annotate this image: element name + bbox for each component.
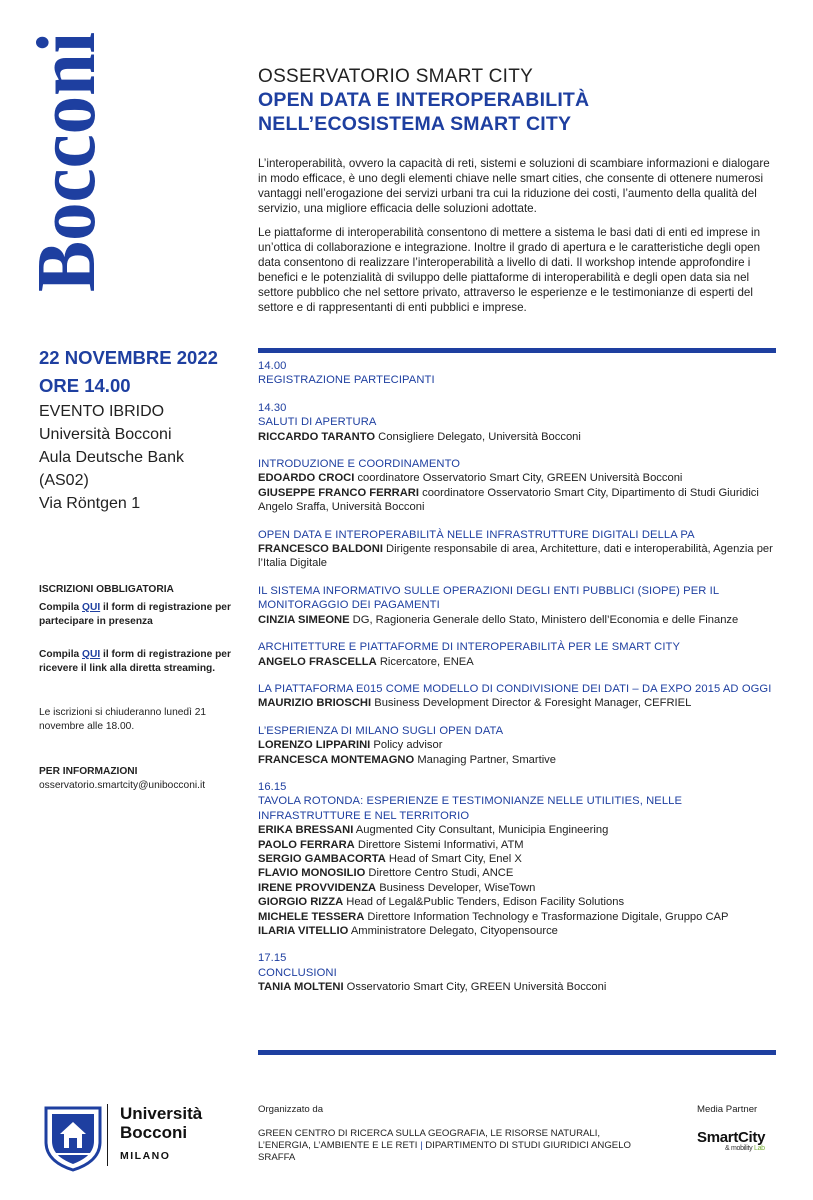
organizers-list: GREEN CENTRO DI RICERCA SULLA GEOGRAFIA, LE RISORSE NATURALI, L’ENERGIA, L’AMBIENTE E LE RETI | DIPARTIMENTO DI STUDI GIURIDICI ANGELO SRAFFA (258, 1128, 632, 1163)
programme-block (258, 401, 778, 444)
speaker: EDOARDO CROCI coordinatore Osservatorio Smart City, GREEN Università Bocconi (258, 472, 683, 485)
bocconi-vertical-logo (20, 7, 113, 295)
session-time: 14.30 (258, 401, 287, 414)
register-in-person-link[interactable]: QUI (82, 602, 101, 613)
divider-top (258, 348, 776, 353)
event-details (39, 344, 244, 515)
session-title: CONCLUSIONI (258, 966, 337, 979)
programme-block (258, 640, 778, 669)
session-time: 17.15 (258, 952, 287, 965)
session-title: L’ESPERIENZA DI MILANO SUGLI OPEN DATA (258, 724, 504, 737)
programme-block (258, 457, 778, 515)
event-type: EVENTO IBRIDO (39, 403, 165, 420)
speaker: IRENE PROVVIDENZA Business Developer, WiseTown (258, 881, 536, 894)
programme (258, 359, 778, 1008)
programme-block (258, 780, 778, 938)
observatory-name: OSSERVATORIO SMART CITY (258, 66, 534, 87)
university-name-line1: Università (120, 1104, 203, 1123)
registration-streaming: Compila QUI il form di registrazione per ricevere il link alla diretta streaming. (39, 649, 231, 674)
university-city: MILANO (120, 1150, 171, 1162)
page-title-line1: OPEN DATA E INTEROPERABILITÀ (258, 89, 590, 111)
session-time: 14.00 (258, 360, 287, 372)
session-title: TAVOLA ROTONDA: ESPERIENZE E TESTIMONIANZE NELLE UTILITIES, NELLE INFRASTRUTTURE E NEL TERRITORIO (258, 795, 683, 822)
speaker: GIORGIO RIZZA Head of Legal&Public Tenders, Edison Facility Solutions (258, 896, 625, 909)
session-title: ARCHITETTURE E PIATTAFORME DI INTEROPERABILITÀ PER LE SMART CITY (258, 641, 681, 654)
intro-paragraph-2: Le piattaforme di interoperabilità consentono di mettere a sistema le basi dati di enti ed imprese in un’ottica di collaborazione e integrazione. Inoltre il grado di apertura e le caratteristiche degli open data consentono di realizzare l’interoperabilità a livello di dati. Il workshop intende approfondire i benefici e le potenzialità di sviluppo delle piattaforme di interoperabilità e degli open data sia nel settore pubblico che nel settore privato, attraverso le esperienze e le testimonianze di esperti del settore e di rappresentanti di enti pubblici e imprese. (258, 226, 761, 314)
organizers (258, 1104, 638, 1164)
university-seal-icon (38, 1104, 108, 1172)
info-heading: PER INFORMAZIONI (39, 766, 138, 777)
speaker: GIUSEPPE FRANCO FERRARI coordinatore Osservatorio Smart City, Dipartimento di Studi Giuridici Angelo Sraffa, Università Bocconi (258, 486, 759, 514)
event-time: ORE 14.00 (39, 375, 131, 396)
event-venue: Università Bocconi (39, 426, 172, 443)
speaker: FLAVIO MONOSILIO Direttore Centro Studi, ANCE (258, 867, 514, 880)
speaker: LORENZO LIPPARINI Policy advisor (258, 739, 443, 752)
university-name-line2: Bocconi (120, 1123, 188, 1142)
speaker: CINZIA SIMEONE DG, Ragioneria Generale dello Stato, Ministero dell’Economia e delle Finanze (258, 613, 739, 626)
programme-block (258, 682, 778, 711)
university-wordmark (107, 1104, 202, 1166)
session-title: INTRODUZIONE E COORDINAMENTO (258, 458, 461, 471)
smartcity-logo: SmartCity & mobility Lab (697, 1129, 766, 1152)
event-room: Aula Deutsche Bank (39, 449, 184, 466)
header (258, 66, 778, 136)
session-title: LA PIATTAFORMA E015 COME MODELLO DI CONDIVISIONE DEI DATI – DA EXPO 2015 AD OGGI (258, 682, 772, 695)
speaker: PAOLO FERRARA Direttore Sistemi Informativi, ATM (258, 838, 524, 851)
session-title: REGISTRAZIONE PARTECIPANTI (258, 374, 435, 387)
media-partner-label: Media Partner (697, 1104, 758, 1115)
info-email[interactable]: osservatorio.smartcity@unibocconi.it (39, 780, 206, 791)
organized-by-label: Organizzato da (258, 1104, 324, 1115)
speaker: ANGELO FRASCELLA Ricercatore, ENEA (258, 655, 474, 668)
speaker: FRANCESCA MONTEMAGNO Managing Partner, Smartive (258, 753, 556, 766)
intro-text (258, 156, 778, 324)
speaker: SERGIO GAMBACORTA Head of Smart City, Enel X (258, 852, 522, 865)
event-room-code: (AS02) (39, 472, 89, 489)
session-title: SALUTI DI APERTURA (258, 416, 377, 429)
speaker: ILARIA VITELLIO Amministratore Delegato, Cityopensource (258, 925, 558, 937)
programme-block (258, 724, 778, 767)
programme-block (258, 584, 778, 627)
programme-block (258, 951, 778, 994)
speaker: ERIKA BRESSANI Augmented City Consultant, Municipia Engineering (258, 824, 609, 837)
divider-bottom (258, 1050, 776, 1055)
speaker: TANIA MOLTENI Osservatorio Smart City, GREEN Università Bocconi (258, 981, 607, 994)
registration-in-person: Compila QUI il form di registrazione per partecipare in presenza (39, 602, 231, 627)
registration-heading: ISCRIZIONI OBBLIGATORIA (39, 584, 174, 595)
media-partner (697, 1104, 787, 1153)
registration-closing: Le iscrizioni si chiuderanno lunedì 21 novembre alle 18.00. (39, 707, 207, 732)
programme-block (258, 528, 778, 571)
page-title-line2: NELL’ECOSISTEMA SMART CITY (258, 113, 572, 135)
bocconi-vertical-text: Bocconi (20, 7, 113, 292)
programme-block (258, 359, 778, 388)
intro-paragraph-1: L’interoperabilità, ovvero la capacità di reti, sistemi e soluzioni di scambiare informazioni e dialogare in modo efficace, è uno degli elementi chiave nelle smart cities, che consente di ottenere numerosi vantaggi nell’erogazione dei servizi urbani tra cui la riduzione dei costi, l’aumento della qualità del servizio, una migliore efficacia delle soluzioni adottate. (258, 157, 770, 215)
speaker: MAURIZIO BRIOSCHI Business Development Director & Foresight Manager, CEFRIEL (258, 697, 692, 710)
event-date: 22 NOVEMBRE 2022 (39, 347, 218, 368)
speaker: RICCARDO TARANTO Consigliere Delegato, Università Bocconi (258, 430, 581, 443)
speaker: FRANCESCO BALDONI Dirigente responsabile di area, Architetture, dati e interoperabilità, Agenzia per l’Italia Digitale (258, 543, 773, 570)
register-streaming-link[interactable]: QUI (82, 649, 101, 660)
event-address: Via Röntgen 1 (39, 495, 141, 512)
session-title: OPEN DATA E INTEROPERABILITÀ NELLE INFRASTRUTTURE DIGITALI DELLA PA (258, 528, 695, 541)
session-time: 16.15 (258, 780, 287, 793)
speaker: MICHELE TESSERA Direttore Information Technology e Trasformazione Digitale, Gruppo CAP (258, 910, 729, 923)
session-title: IL SISTEMA INFORMATIVO SULLE OPERAZIONI DEGLI ENTI PUBBLICI (SIOPE) PER IL MONITORAGGIO DEI PAGAMENTI (258, 584, 719, 612)
